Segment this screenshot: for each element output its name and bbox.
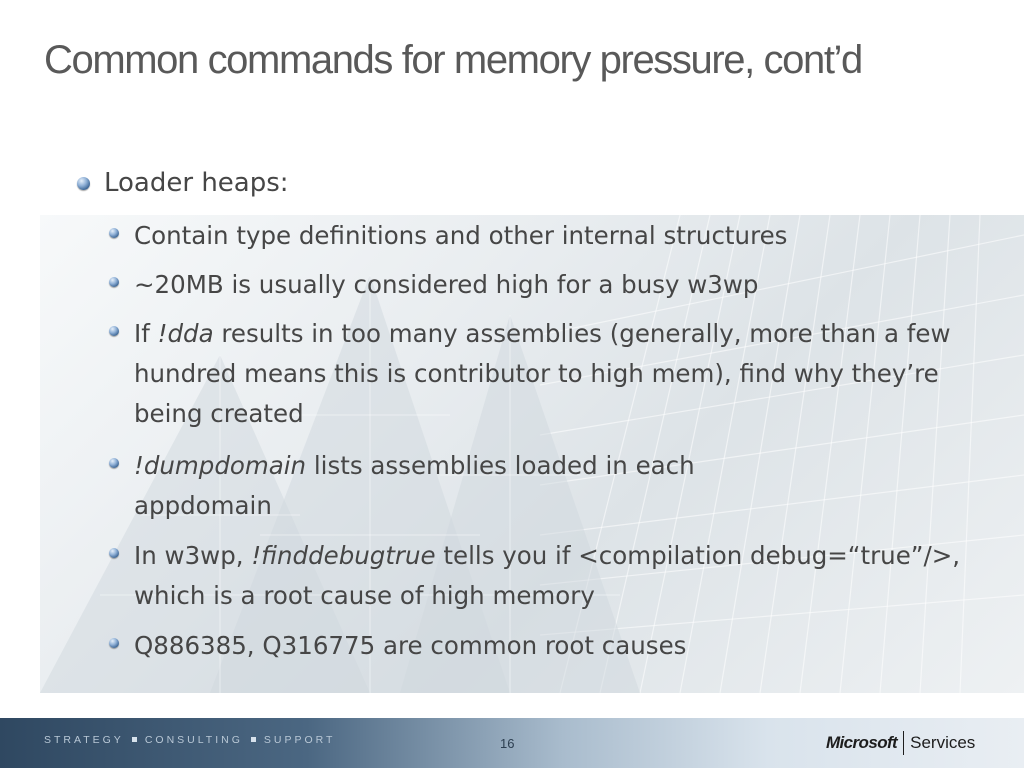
sphere-bullet-icon xyxy=(109,458,119,468)
bullet-text: Q886385, Q316775 are common root causes xyxy=(134,631,687,660)
footer-tagline xyxy=(44,734,335,746)
bullet-text: If xyxy=(134,319,158,348)
command-dumpdomain: !dumpdomain xyxy=(134,451,307,480)
sphere-bullet-icon xyxy=(109,638,119,648)
slide-title: Common commands for memory pressure, cont’d xyxy=(44,38,862,82)
sphere-bullet-icon xyxy=(109,326,119,336)
bullet-text: Loader heaps: xyxy=(104,168,289,198)
square-separator-icon xyxy=(251,737,256,742)
command-dda: !dda xyxy=(157,319,214,348)
microsoft-services-logo xyxy=(826,730,975,756)
bullet-level1-loader-heaps xyxy=(104,168,289,198)
bullet-level2 xyxy=(134,536,964,616)
sphere-bullet-icon xyxy=(77,177,90,190)
logo-brand: Microsoft xyxy=(826,733,898,752)
bullet-text: ~20MB is usually considered high for a busy w3wp xyxy=(134,270,759,299)
tagline-consulting: CONSULTING xyxy=(144,734,243,746)
bullet-text: In w3wp, xyxy=(134,541,252,570)
logo-product: Services xyxy=(910,733,976,752)
bullet-text: results in too many assemblies (generally, more than a few hundred means this is contributor to high mem), find why they’re being created xyxy=(134,319,951,428)
bullet-level2 xyxy=(134,446,834,526)
bullet-level2 xyxy=(134,626,984,666)
slide-footer xyxy=(0,718,1024,768)
square-separator-icon xyxy=(132,737,137,742)
bullet-text: Contain type definitions and other internal structures xyxy=(134,221,788,250)
tagline-strategy: STRATEGY xyxy=(44,734,124,746)
tagline-support: SUPPORT xyxy=(263,734,336,746)
bullet-level2 xyxy=(134,314,964,434)
bullet-level2 xyxy=(134,216,984,256)
command-finddebugtrue: !finddebugtrue xyxy=(251,541,436,570)
sphere-bullet-icon xyxy=(109,548,119,558)
page-number: 16 xyxy=(500,736,515,751)
bullet-text: lists assemblies loaded in each appdomain xyxy=(134,451,695,520)
bullet-text: tells you if <compilation debug=“true”/>, which is a root cause of high memory xyxy=(134,541,961,610)
bullet-level2 xyxy=(134,265,984,305)
logo-divider xyxy=(903,731,904,755)
sphere-bullet-icon xyxy=(109,277,119,287)
sphere-bullet-icon xyxy=(109,228,119,238)
